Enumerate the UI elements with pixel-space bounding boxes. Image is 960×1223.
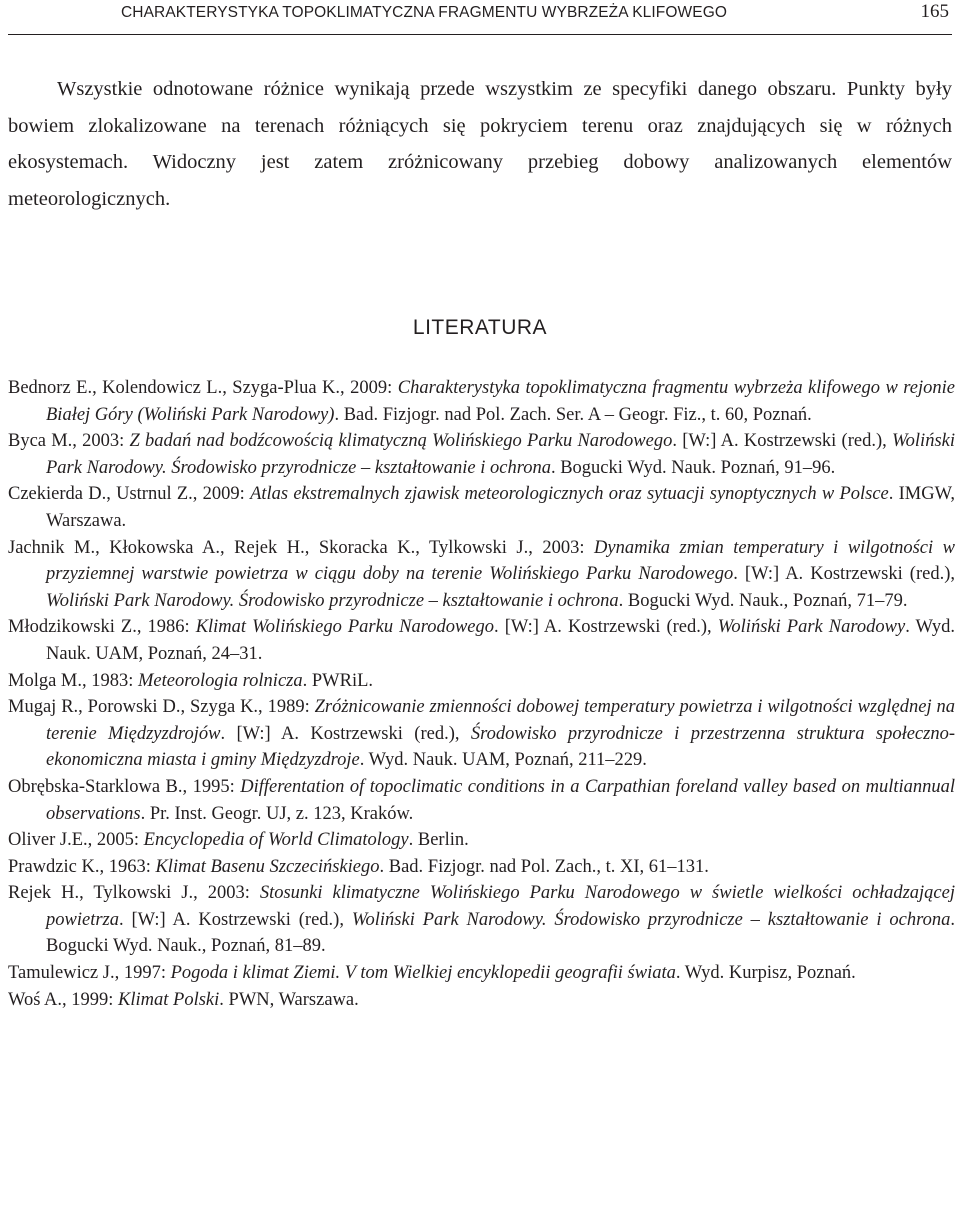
reference-authors: Jachnik M., Kłokowska A., Rejek H., Skoracka K., Tylkowski J., 2003:	[8, 537, 594, 558]
reference-publisher: . Pr. Inst. Geogr. UJ, z. 123, Kraków.	[140, 803, 414, 824]
reference-item	[8, 880, 955, 960]
reference-title: Pogoda i klimat Ziemi. V tom Wielkiej encyklopedii geografii świata	[170, 963, 676, 984]
reference-title: Stosunki klimatyczne Wolińskiego Parku Narodowego w świetle wielkości ochładzającej powietrza	[46, 883, 955, 930]
reference-book-title: Środowisko przyrodnicze i przestrzenna struktura społeczno-ekonomiczna miasta i gminy Międzyzdroje	[46, 723, 955, 771]
reference-title: Atlas ekstremalnych zjawisk meteorologicznych oraz sytuacji synoptycznych w Polsce	[250, 484, 889, 505]
reference-editor: . [W:] A. Kostrzewski (red.),	[733, 564, 955, 585]
reference-publisher: . PWN, Warszawa.	[219, 989, 359, 1010]
reference-publisher: . Bad. Fizjogr. nad Pol. Zach., t. XI, 61–131.	[379, 856, 709, 877]
reference-publisher: . Bogucki Wyd. Nauk., Poznań, 71–79.	[618, 590, 908, 611]
reference-authors: Obrębska-Starklowa B., 1995:	[8, 776, 241, 797]
reference-book-title: Woliński Park Narodowy. Środowisko przyrodnicze – kształtowanie i ochrona	[46, 590, 619, 611]
reference-book-title: Woliński Park Narodowy. Środowisko przyrodnicze – kształtowanie i ochrona	[46, 431, 955, 478]
reference-editor: . [W:] A. Kostrzewski (red.),	[220, 723, 471, 744]
reference-authors: Mugaj R., Porowski D., Szyga K., 1989:	[8, 697, 315, 718]
reference-title: Dynamika zmian temperatury i wilgotności w przyziemnej warstwie powietrza w ciągu doby na terenie Wolińskiego Parku Narodowego	[46, 537, 955, 585]
reference-item	[8, 827, 955, 854]
reference-title: Encyclopedia of World Climatology	[143, 830, 409, 851]
reference-authors: Prawdzic K., 1963:	[8, 856, 156, 877]
reference-item	[8, 668, 955, 695]
reference-list	[8, 375, 955, 1013]
reference-publisher: . Wyd. Nauk. UAM, Poznań, 24–31.	[46, 617, 955, 664]
reference-title: Klimat Wolińskiego Parku Narodowego	[195, 617, 495, 638]
reference-publisher: . Bad. Fizjogr. nad Pol. Zach. Ser. A – Geogr. Fiz., t. 60, Poznań.	[334, 404, 812, 425]
reference-item	[8, 854, 955, 881]
reference-editor: . [W:] A. Kostrzewski (red.),	[118, 909, 352, 930]
reference-title: Charakterystyka topoklimatyczna fragmentu wybrzeża klifowego w rejonie Białej Góry (Woliński Park Narodowy)	[46, 378, 955, 425]
reference-title: Klimat Basenu Szczecińskiego	[155, 856, 380, 877]
reference-editor: . [W:] A. Kostrzewski (red.),	[672, 431, 892, 452]
reference-publisher: . IMGW, Warszawa.	[46, 484, 956, 531]
reference-publisher: . Berlin.	[408, 830, 469, 851]
body-paragraph: Wszystkie odnotowane różnice wynikają przede wszystkim ze specyfiki danego obszaru. Punkty były bowiem zlokalizowane na terenach różniących się pokryciem terenu oraz znajdujących się w różnych ekosystemach. Widoczny jest zatem zróżnicowany przebieg dobowy analizowanych elementów meteorologicznych.	[8, 78, 952, 210]
reference-title: Zróżnicowanie zmienności dobowej temperatury powietrza i wilgotności względnej na terenie Międzyzdrojów	[46, 697, 955, 744]
reference-authors: Byca M., 2003:	[8, 431, 130, 452]
running-header	[8, 0, 952, 35]
reference-item	[8, 428, 955, 481]
reference-item	[8, 375, 955, 428]
section-heading: LITERATURA	[412, 316, 548, 339]
reference-authors: Oliver J.E., 2005:	[8, 830, 144, 851]
reference-item	[8, 987, 955, 1014]
reference-publisher: . Bogucki Wyd. Nauk., Poznań, 81–89.	[46, 909, 955, 957]
page-number: 165	[920, 1, 949, 22]
reference-title: Z badań nad bodźcowością klimatyczną Wolińskiego Parku Narodowego	[129, 431, 673, 452]
reference-authors: Tamulewicz J., 1997:	[8, 963, 171, 984]
reference-book-title: Woliński Park Narodowy	[717, 617, 906, 638]
reference-publisher: . Bogucki Wyd. Nauk. Poznań, 91–96.	[550, 457, 836, 478]
running-title: CHARAKTERYSTYKA TOPOKLIMATYCZNA FRAGMENTU WYBRZEŻA KLIFOWEGO	[121, 4, 728, 21]
reference-item	[8, 481, 955, 534]
reference-item	[8, 774, 955, 827]
reference-publisher: . PWRiL.	[302, 670, 374, 691]
reference-publisher: . Wyd. Kurpisz, Poznań.	[675, 963, 856, 984]
reference-authors: Czekierda D., Ustrnul Z., 2009:	[8, 484, 251, 505]
reference-authors: Molga M., 1983:	[8, 670, 139, 691]
reference-title: Differentation of topoclimatic conditions in a Carpathian foreland valley based on multiannual observations	[46, 776, 956, 824]
reference-item	[8, 694, 955, 774]
reference-editor: . [W:] A. Kostrzewski (red.),	[494, 617, 718, 638]
reference-authors: Bednorz E., Kolendowicz L., Szyga-Plua K., 2009:	[8, 378, 398, 398]
reference-authors: Woś A., 1999:	[8, 989, 119, 1010]
reference-book-title: Woliński Park Narodowy. Środowisko przyrodnicze – kształtowanie i ochrona	[351, 909, 951, 930]
reference-title: Meteorologia rolnicza	[138, 670, 303, 691]
reference-authors: Rejek H., Tylkowski J., 2003:	[8, 883, 260, 904]
reference-item	[8, 535, 955, 615]
reference-item	[8, 960, 955, 987]
reference-title: Klimat Polski	[118, 989, 220, 1010]
reference-item	[8, 614, 955, 667]
reference-publisher: . Wyd. Nauk. UAM, Poznań, 211–229.	[359, 750, 647, 771]
reference-authors: Młodzikowski Z., 1986:	[8, 617, 196, 638]
